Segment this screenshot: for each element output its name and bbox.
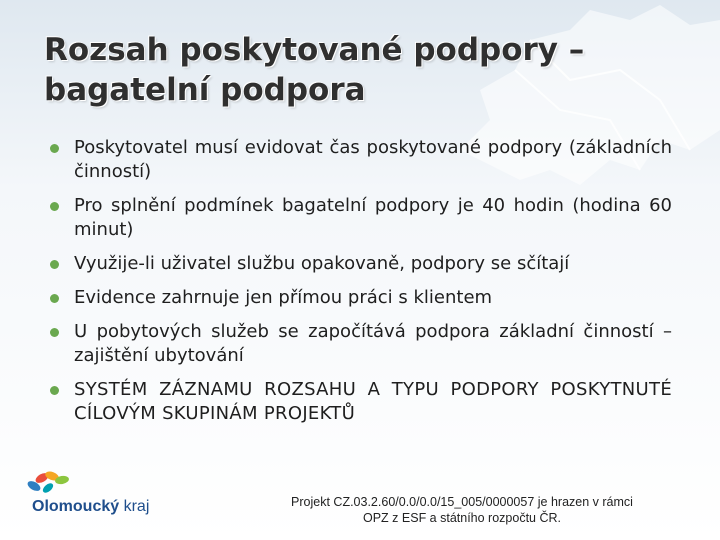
bullet-icon bbox=[50, 144, 59, 153]
page-title: Rozsah poskytované podpory – bagatelní podpora bbox=[44, 32, 585, 108]
bullet-icon bbox=[50, 294, 59, 303]
bullet-icon bbox=[50, 202, 59, 211]
list-item: Využije-li uživatel službu opakovaně, podpory se sčítají bbox=[48, 252, 672, 276]
bullet-icon bbox=[50, 328, 59, 337]
bullet-list bbox=[48, 136, 672, 436]
list-item: Evidence zahrnuje jen přímou práci s klientem bbox=[48, 286, 672, 310]
funding-footer: Projekt CZ.03.2.60/0.0/0.0/15_005/0000057 je hrazen v rámci OPZ z ESF a státního rozpočtu ČR. bbox=[291, 495, 633, 525]
list-item: U pobytových služeb se započítává podpora základní činností – zajištění ubytování bbox=[48, 320, 672, 368]
list-item: SYSTÉM ZÁZNAMU ROZSAHU A TYPU PODPORY POSKYTNUTÉ CÍLOVÝM SKUPINÁM PROJEKTŮ bbox=[48, 378, 672, 426]
logo-wordmark: Olomoucký kraj bbox=[32, 498, 150, 515]
list-item: Pro splnění podmínek bagatelní podpory je 40 hodin (hodina 60 minut) bbox=[48, 194, 672, 242]
bullet-icon bbox=[50, 386, 59, 395]
bullet-icon bbox=[50, 260, 59, 269]
list-item: Poskytovatel musí evidovat čas poskytované podpory (základních činností) bbox=[48, 136, 672, 184]
